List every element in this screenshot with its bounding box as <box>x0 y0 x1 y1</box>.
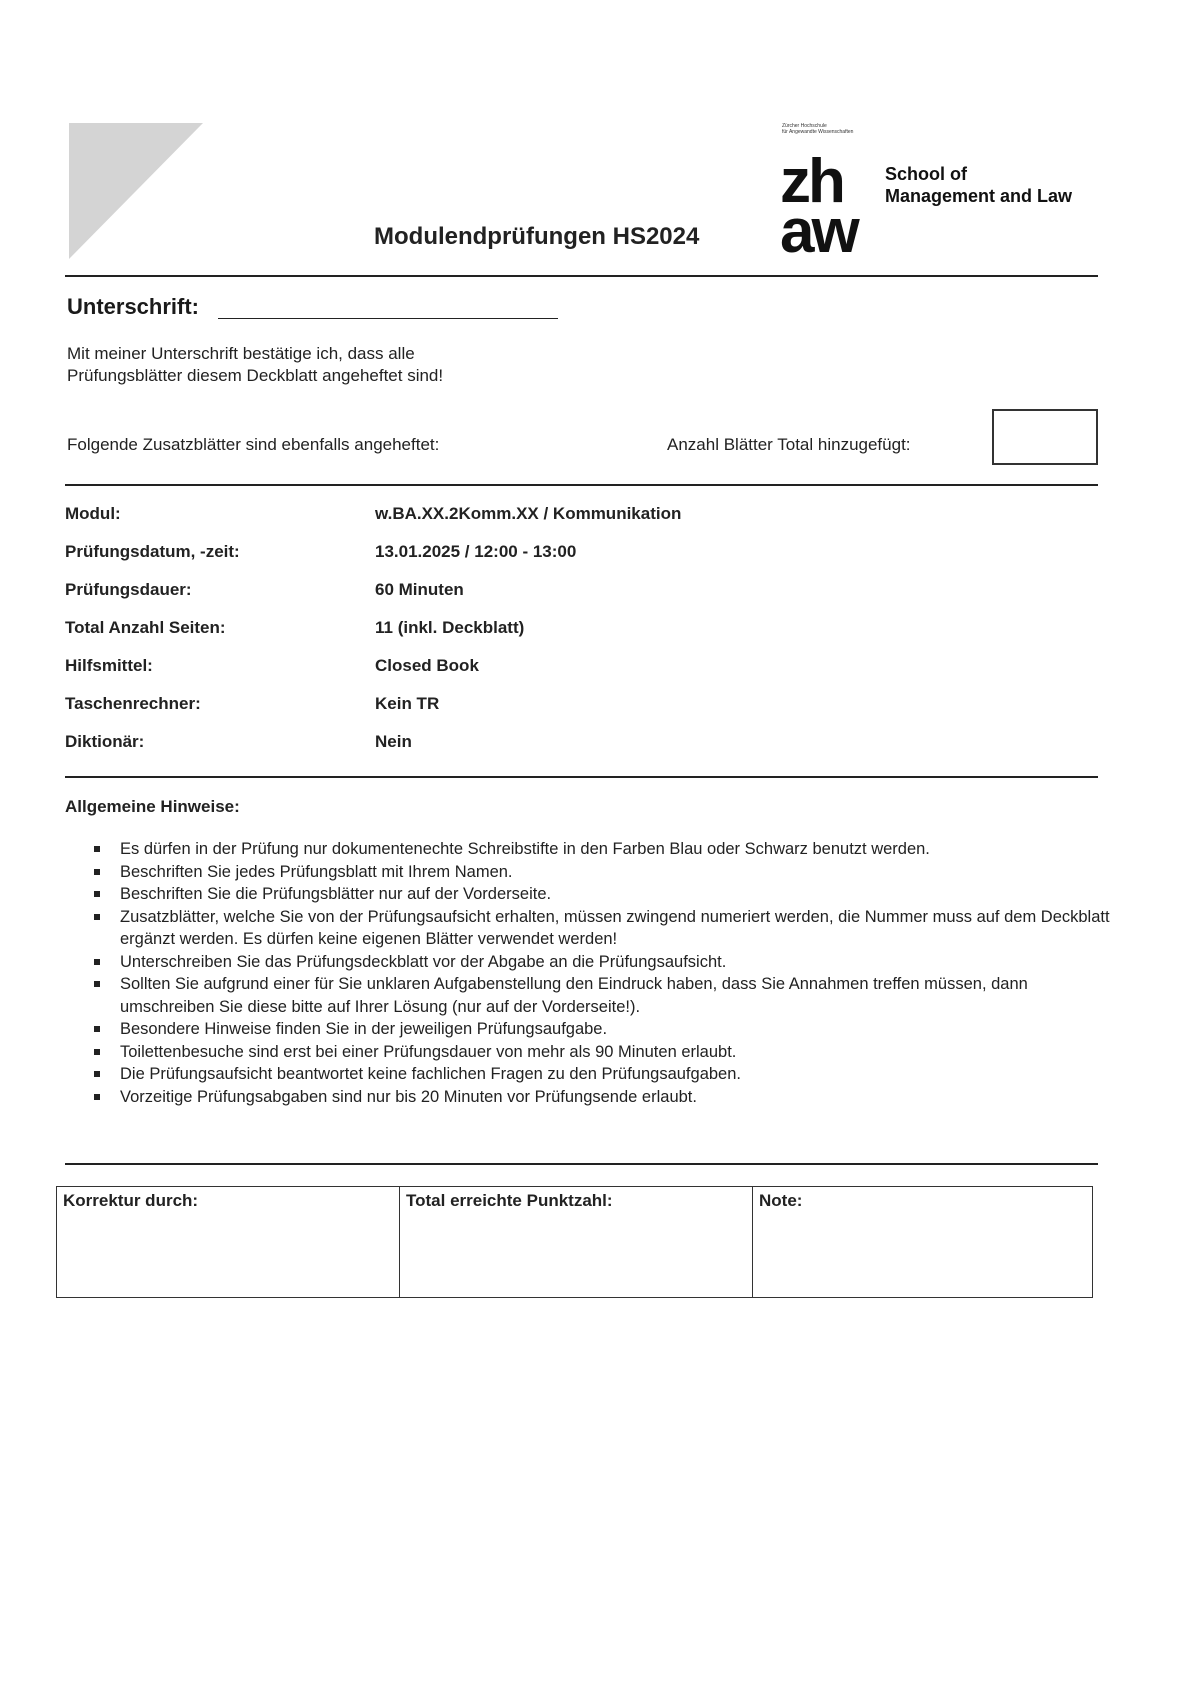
list-item: Die Prüfungsaufsicht beantwortet keine fachlichen Fragen zu den Prüfungsaufgaben. <box>120 1063 1120 1086</box>
info-row-duration <box>65 580 1065 610</box>
school-line1: School of <box>885 164 967 184</box>
divider-top <box>65 275 1098 277</box>
info-label: Hilfsmittel: <box>65 656 153 675</box>
total-points-cell[interactable] <box>400 1187 753 1298</box>
zhaw-logo <box>780 147 880 266</box>
corrected-by-cell[interactable] <box>57 1187 400 1298</box>
list-item: Beschriften Sie jedes Prüfungsblatt mit Ihrem Namen. <box>120 861 1120 884</box>
list-item: Besondere Hinweise finden Sie in der jeweiligen Prüfungsaufgabe. <box>120 1018 1120 1041</box>
grade-label: Note: <box>759 1191 803 1210</box>
info-row-date <box>65 542 1065 572</box>
info-row-pages <box>65 618 1065 648</box>
info-value: 11 (inkl. Deckblatt) <box>375 618 525 637</box>
list-item: Zusatzblätter, welche Sie von der Prüfungsaufsicht erhalten, müssen zwingend numeriert werden, die Nummer muss auf dem Deckblatt ergänzt werden. Es dürfen keine eigenen Blätter verwendet werden! <box>120 906 1120 951</box>
info-row-calculator <box>65 694 1065 724</box>
divider-bottom <box>65 1163 1098 1165</box>
info-value: 13.01.2025 / 12:00 - 13:00 <box>375 542 577 561</box>
total-points-label: Total erreichte Punktzahl: <box>406 1191 613 1210</box>
list-item: Beschriften Sie die Prüfungsblätter nur auf der Vorderseite. <box>120 883 1120 906</box>
school-line2: Management and Law <box>885 186 1073 206</box>
info-value: w.BA.XX.2Komm.XX / Kommunikation <box>375 504 682 523</box>
grade-cell[interactable] <box>753 1187 1093 1298</box>
list-item: Unterschreiben Sie das Prüfungsdeckblatt vor der Abgabe an die Prüfungsaufsicht. <box>120 951 1120 974</box>
info-value: Nein <box>375 732 412 751</box>
list-item: Vorzeitige Prüfungsabgaben sind nur bis 20 Minuten vor Prüfungsende erlaubt. <box>120 1086 1120 1109</box>
confirm-line1: Mit meiner Unterschrift bestätige ich, dass alle <box>67 344 415 363</box>
info-row-aids <box>65 656 1065 686</box>
list-item: Es dürfen in der Prüfung nur dokumentenechte Schreibstifte in den Farben Blau oder Schwarz benutzt werden. <box>120 838 1120 861</box>
corner-triangle-decoration <box>69 123 203 259</box>
signature-confirmation <box>67 343 667 387</box>
divider-info-top <box>65 484 1098 486</box>
logo-small-line2: für Angewandte Wissenschaften <box>782 129 854 135</box>
sheet-count-box[interactable] <box>992 409 1098 465</box>
logo-zh: zh <box>780 147 843 216</box>
logo-small-line1: Zürcher Hochschule <box>782 123 827 129</box>
confirm-line2: Prüfungsblätter diesem Deckblatt angeheftet sind! <box>67 366 444 385</box>
signature-label: Unterschrift: <box>67 294 200 319</box>
page-title: Modulendprüfungen HS2024 <box>374 223 700 250</box>
divider-info-bottom <box>65 776 1098 778</box>
signature-line[interactable] <box>218 318 558 319</box>
extra-sheets-text: Folgende Zusatzblätter sind ebenfalls angeheftet: <box>67 435 440 454</box>
info-row-dictionary <box>65 732 1065 762</box>
info-label: Taschenrechner: <box>65 694 201 713</box>
school-name <box>885 163 1125 207</box>
list-item: Sollten Sie aufgrund einer für Sie unklaren Aufgabenstellung den Eindruck haben, dass Sie Annahmen treffen müssen, dann umschreiben Sie diese bitte auf Ihrer Lösung (nur auf der Vorderseite!). <box>120 973 1120 1018</box>
info-label: Prüfungsdauer: <box>65 580 192 599</box>
grading-table <box>56 1186 1093 1298</box>
info-row-modul <box>65 504 1065 534</box>
logo-aw: aw <box>780 197 857 266</box>
hints-list <box>90 838 1120 1108</box>
info-label: Total Anzahl Seiten: <box>65 618 226 637</box>
info-value: Kein TR <box>375 694 440 713</box>
info-value: Closed Book <box>375 656 479 675</box>
info-label: Diktionär: <box>65 732 145 751</box>
list-item: Toilettenbesuche sind erst bei einer Prüfungsdauer von mehr als 90 Minuten erlaubt. <box>120 1041 1120 1064</box>
info-label: Modul: <box>65 504 121 523</box>
hints-title: Allgemeine Hinweise: <box>65 797 240 816</box>
corrected-by-label: Korrektur durch: <box>63 1191 199 1210</box>
sheet-count-label: Anzahl Blätter Total hinzugefügt: <box>667 435 911 454</box>
logo-institution-text <box>782 123 912 135</box>
info-value: 60 Minuten <box>375 580 464 599</box>
info-label: Prüfungsdatum, -zeit: <box>65 542 240 561</box>
